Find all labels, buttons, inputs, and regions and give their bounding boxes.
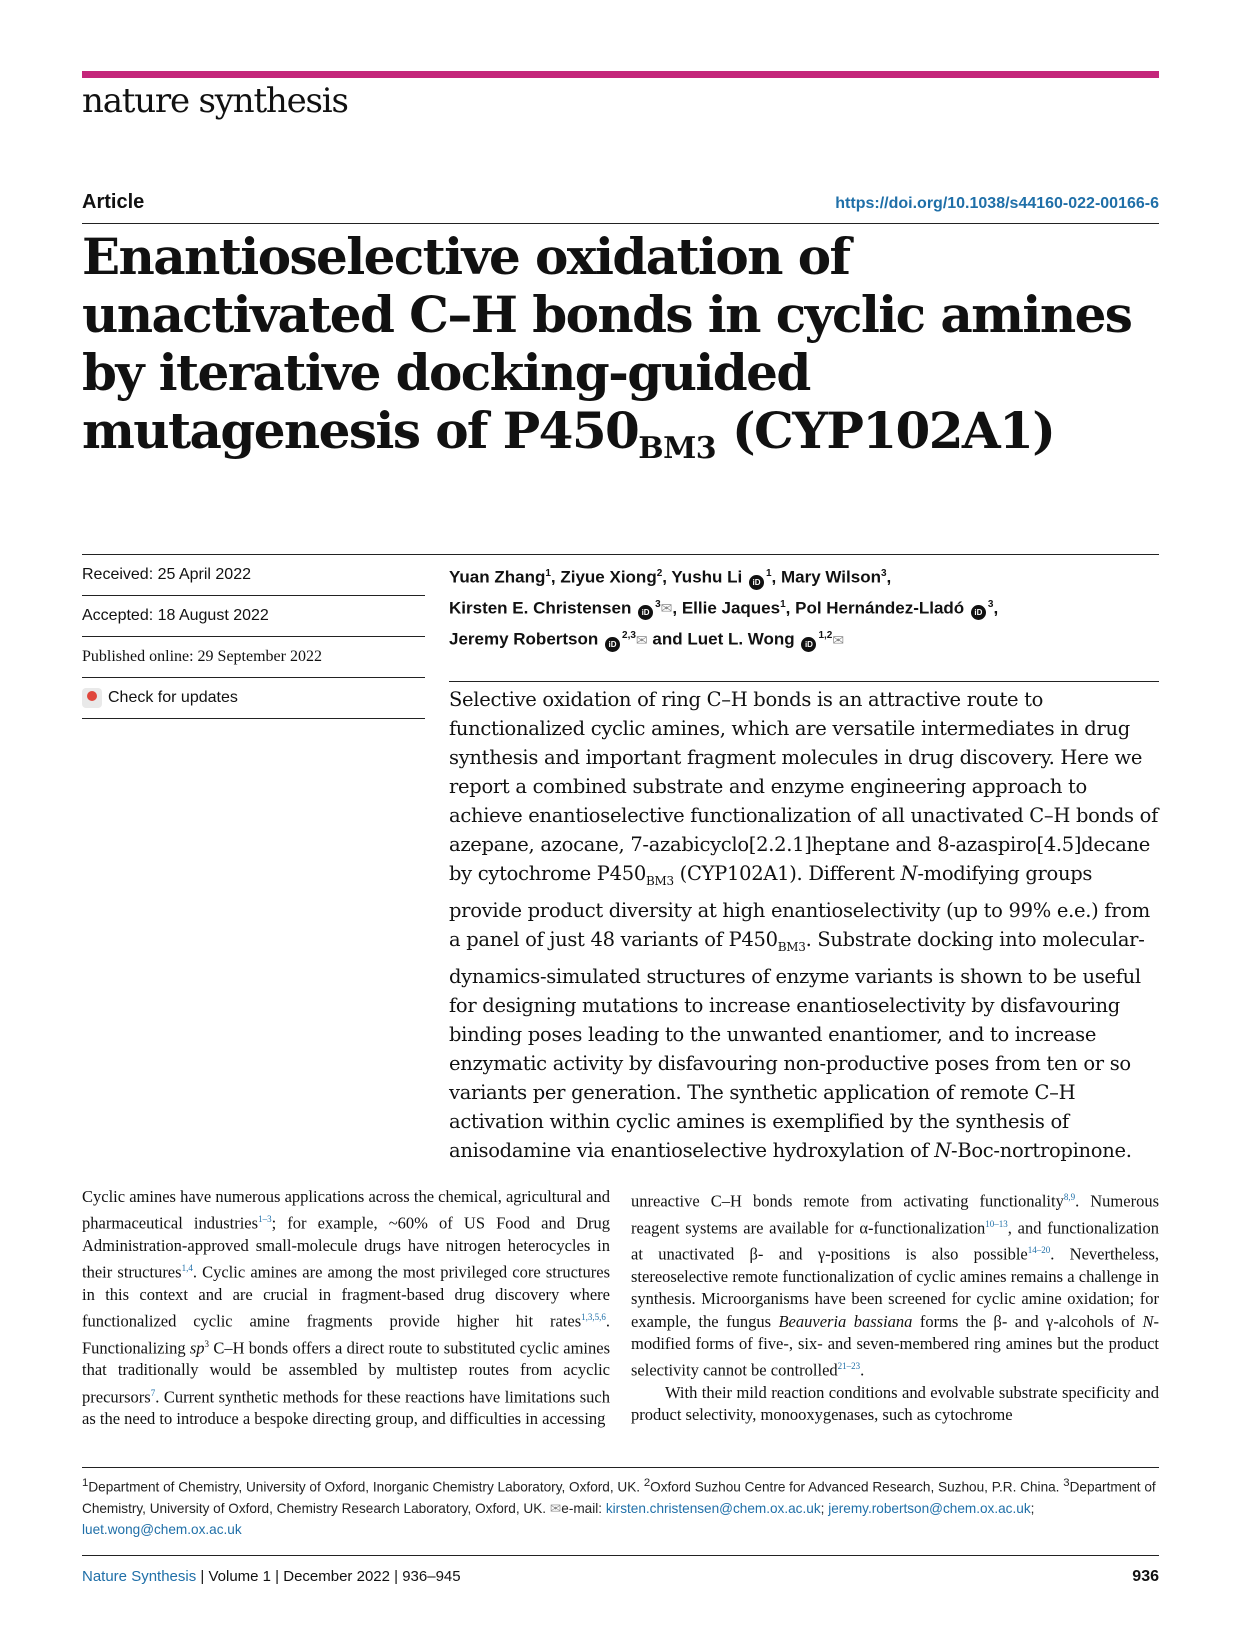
- published-date: Published online: 29 September 2022: [82, 637, 425, 678]
- body-text: ; for example, ~60% of US Food and Drug Administration-approved small-molecule drugs have nitrogen heterocycles in their structures: [82, 1213, 610, 1282]
- affiliation-ref: 3: [655, 598, 661, 610]
- abstract-text: (CYP102A1). Different: [673, 862, 901, 885]
- footer-journal-link[interactable]: Nature Synthesis: [82, 1568, 197, 1585]
- abstract-text: Selective oxidation of ring C–H bonds is an attractive route to functionalized cyclic amines, which are versatile intermediates in drug synthesis and important fragment molecules in drug discovery. Here we report a combined substrate and enzyme engineering approach to achieve enantioselective functionalization of all unactivated C–H bonds of azepane, azocane, 7-azabicyclo[2.2.1]heptane and 8-azaspiro[4.5]decane by cytochrome P450: [449, 688, 1158, 885]
- body-text: -modified forms of five-, six- and seven-membered ring amines but the product selectivity cannot be controlled: [631, 1311, 1159, 1380]
- affiliation-ref: 3: [987, 598, 994, 610]
- reference-link[interactable]: 8,9: [1063, 1192, 1076, 1202]
- received-date: Received: 25 April 2022: [82, 555, 425, 596]
- email-link[interactable]: luet.wong@chem.ox.ac.uk: [82, 1521, 242, 1537]
- body-text: . Numerous reagent systems are available for α-functionalization: [631, 1191, 1159, 1238]
- reference-link[interactable]: 1,3,5,6: [581, 1312, 606, 1323]
- divider: [449, 681, 1159, 682]
- check-updates-icon: [82, 688, 102, 708]
- reference-link[interactable]: 14–20: [1027, 1245, 1051, 1256]
- body-paragraph: With their mild reaction conditions and evolvable substrate specificity and product selectivity, monooxygenases, such as cytochrome: [631, 1382, 1159, 1424]
- abstract-text: . Substrate docking into molecular-dynamics-simulated structures of enzyme variants is shown to be useful for designing mutations to increase enantioselectivity by disfavouring binding poses leading to the unwanted enantiomer, and to increase enzymatic activity by disfavouring non-productive poses from ten or so variants per generation. The synthetic application of remote C–H activation within cyclic amines is exemplified by the synthesis of anisodamine via enantioselective hydroxylation of: [449, 927, 1145, 1162]
- author-link[interactable]: Kirsten E. Christensen: [449, 598, 632, 618]
- body-paragraph: [631, 1186, 1159, 1382]
- abstract-text: -modifying groups provide product diversity at high enantioselectivity (up to 99% e.e.) from a panel of just 48 variants of P450: [449, 862, 1150, 951]
- reference-link[interactable]: 1,4: [181, 1263, 193, 1274]
- author-link[interactable]: Jeremy Robertson: [449, 629, 599, 649]
- affiliations: $^1$Department of Chemistry, University of Oxford, Inorganic Chemistry Laboratory, Oxford, UK. $^2$Oxford Suzhou Centre for Advanced Research, Suzhou, P.R. China. $^3$Department of Chemistry, University of Oxford, Chemistry Research Laboratory, Oxford, UK. ✉e-mail: kirsten.christensen@chem.ox.ac.uk; jeremy.robertson@chem.ox.ac.uk; luet.wong@chem.ox.ac.uk: [82, 1477, 1156, 1537]
- body-text: . Functionalizing: [82, 1311, 610, 1358]
- footer: [82, 1568, 461, 1585]
- orcid-icon[interactable]: iD: [971, 605, 986, 620]
- affiliation-ref: 1: [765, 568, 772, 579]
- author-link[interactable]: Yuan Zhang: [449, 567, 546, 587]
- body-text: , and functionalization at unactivated β- and γ-positions is also possible: [631, 1218, 1159, 1264]
- mail-icon[interactable]: ✉: [635, 631, 648, 648]
- title-suffix: (CYP102A1): [732, 401, 1055, 460]
- abstract-subscript: BM3: [645, 873, 674, 888]
- body-italic: sp: [189, 1338, 205, 1358]
- author-link[interactable]: Pol Hernández-Lladó: [795, 598, 965, 618]
- body-superscript: 3: [204, 1338, 210, 1349]
- footer-details: | Volume 1 | December 2022 | 936–945: [196, 1568, 461, 1585]
- title-subscript: BM3: [638, 431, 717, 466]
- check-updates-label: Check for updates: [108, 689, 238, 706]
- author-link[interactable]: Yushu Li: [671, 567, 743, 587]
- abstract-subscript: BM3: [777, 939, 806, 954]
- accepted-date: Accepted: 18 August 2022: [82, 596, 425, 637]
- body-italic: N: [1142, 1311, 1154, 1331]
- author-link[interactable]: Ziyue Xiong: [560, 567, 657, 587]
- author-link[interactable]: Mary Wilson: [781, 567, 881, 587]
- author-list: Yuan Zhang$^1$, Ziyue Xiong$^2$, Yushu Li $iD^1$, Mary Wilson$^3$, Kirsten E. Christensen $iD^3✉$, Ellie Jaques$^1$, Pol Hernández-Lladó $iD^3$, Jeremy Robertson iD$^{2,3}$✉ and Luet L. Wong iD$^{1,2}$✉: [449, 560, 1149, 654]
- orcid-icon[interactable]: iD: [801, 637, 816, 652]
- body-text: . Current synthetic methods for these reactions have limitations such as the need to introduce a bespoke directing group, and difficulties in accessing: [82, 1387, 610, 1429]
- body-text: forms the β- and γ-alcohols of: [912, 1311, 1143, 1331]
- abstract-italic: N: [934, 1138, 952, 1162]
- author-link[interactable]: Ellie Jaques: [681, 598, 781, 618]
- body-text: . Nevertheless, stereoselective remote functionalization of cyclic amines remains a challenge in synthesis. Microorganisms have been screened for cyclic amine oxidation; for example, the fungus: [631, 1244, 1160, 1331]
- journal-logo: nature synthesis: [82, 81, 348, 121]
- affiliation-ref: 2,3: [622, 630, 636, 642]
- affiliation-number: 3: [1063, 1477, 1070, 1489]
- abstract-text: -Boc-nortropinone.: [951, 1138, 1132, 1162]
- orcid-icon[interactable]: iD: [605, 637, 620, 652]
- email-link[interactable]: jeremy.robertson@chem.ox.ac.uk: [828, 1500, 1031, 1516]
- mail-icon[interactable]: ✉: [832, 631, 845, 648]
- body-text: unreactive C–H bonds remote from activating functionality: [631, 1191, 1064, 1211]
- affiliation-ref: 1: [545, 568, 551, 579]
- affiliation-ref: 1,2: [818, 630, 833, 642]
- article-dates: [82, 555, 425, 719]
- abstract-italic: N: [900, 862, 918, 885]
- article-type: Article: [82, 191, 145, 213]
- body-text: .: [860, 1360, 865, 1380]
- body-italic: Beauveria bassiana: [778, 1311, 913, 1331]
- affiliation-text: Department of Chemistry, University of Oxford, Inorganic Chemistry Laboratory, Oxford, UK.: [88, 1479, 644, 1495]
- title-main: Enantioselective oxidation of unactivated C–H bonds in cyclic amines by iterative docking-guided mutagenesis of P450: [82, 227, 1132, 460]
- mail-icon[interactable]: ✉: [660, 600, 673, 617]
- reference-link[interactable]: 10–13: [985, 1218, 1008, 1229]
- affiliation-number: 2: [643, 1477, 651, 1489]
- reference-link[interactable]: 7: [150, 1387, 156, 1398]
- author-conjunction: and: [652, 629, 683, 649]
- doi-link[interactable]: https://doi.org/10.1038/s44160-022-00166-6: [835, 195, 1159, 212]
- affiliation-text: Oxford Suzhou Centre for Advanced Research, Suzhou, P.R. China.: [650, 1479, 1064, 1495]
- body-text: C–H bonds offers a direct route to substituted cyclic amines that traditionally would be assembled by multistep routes from acyclic precursors: [82, 1338, 610, 1407]
- divider: [82, 223, 1159, 224]
- email-label: e-mail:: [561, 1500, 606, 1516]
- body-column-left: [82, 1186, 610, 1431]
- divider: [82, 1555, 1159, 1556]
- page-title: [82, 228, 1159, 478]
- orcid-icon[interactable]: iD: [749, 575, 764, 590]
- check-updates-button[interactable]: [82, 678, 425, 719]
- author-link[interactable]: Luet L. Wong: [687, 629, 795, 649]
- affiliation-number: 1: [82, 1477, 89, 1489]
- email-link[interactable]: kirsten.christensen@chem.ox.ac.uk: [605, 1500, 821, 1516]
- body-column-right: [631, 1186, 1159, 1426]
- body-text: Cyclic amines have numerous applications across the chemical, agricultural and pharmaceutical industries: [82, 1187, 610, 1233]
- brand-bar: [82, 71, 1159, 78]
- affiliation-ref: 1: [780, 598, 786, 610]
- reference-link[interactable]: 21–23: [837, 1360, 861, 1371]
- divider: [82, 1467, 1159, 1468]
- page-number: 936: [1132, 1568, 1159, 1585]
- body-text: . Cyclic amines are among the most privileged core structures in this context and are crucial in fragment-based drug discovery where functionalized cyclic amine fragments provide higher hit rates: [82, 1262, 610, 1331]
- mail-icon: ✉: [549, 1500, 562, 1516]
- affiliation-ref: 2: [656, 568, 663, 579]
- affiliation-text: Department of Chemistry, University of Oxford, Chemistry Research Laboratory, Oxford, UK.: [82, 1479, 1156, 1516]
- abstract: [449, 685, 1161, 1165]
- orcid-icon[interactable]: iD: [638, 605, 653, 620]
- reference-link[interactable]: 1–3: [258, 1214, 272, 1225]
- affiliation-ref: 3: [880, 568, 887, 579]
